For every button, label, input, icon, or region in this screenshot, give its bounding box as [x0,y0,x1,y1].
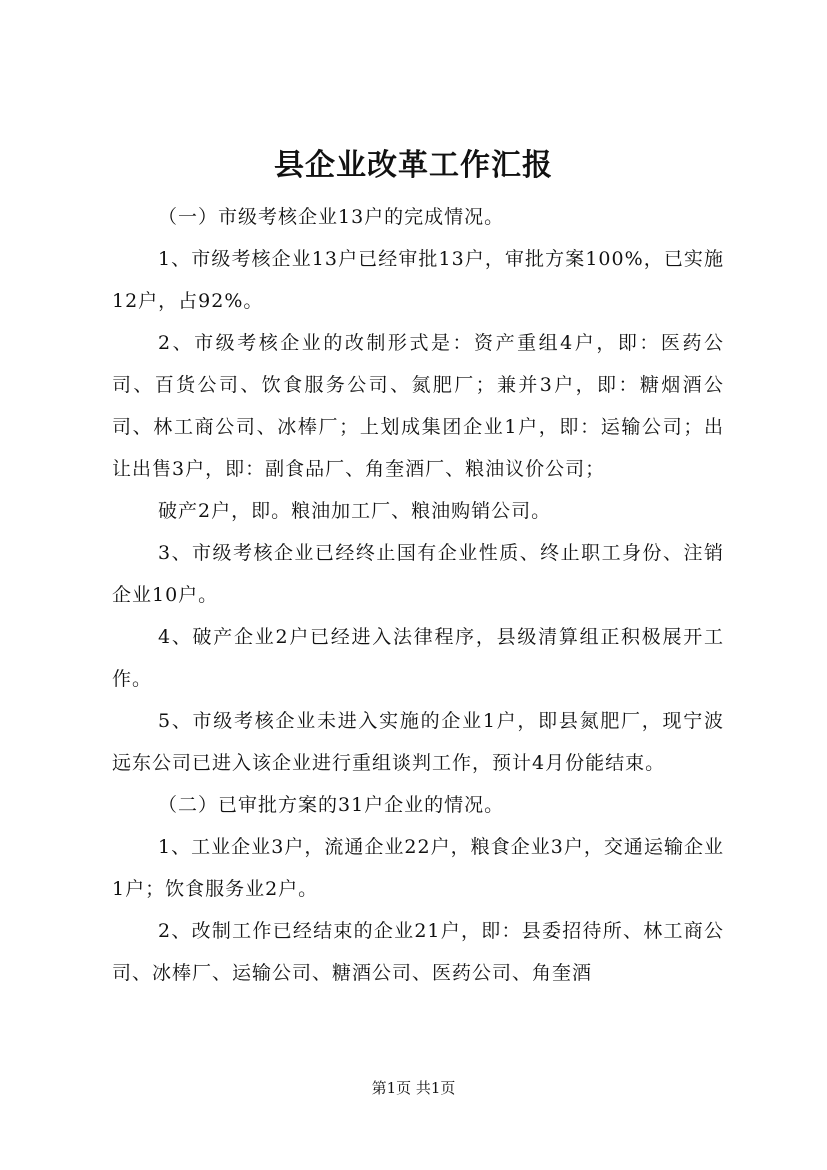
paragraph-2-1: 1、工业企业3户，流通企业22户，粮食企业3户，交通运输企业1户；饮食服务业2户。 [112,836,724,900]
paragraph-1-4: 4、破产企业2户已经进入法律程序，县级清算组正积极展开工作。 [112,626,724,690]
paragraph-1-3: 3、市级考核企业已经终止国有企业性质、终止职工身份、注销企业10户。 [112,542,724,606]
paragraph-2-2: 2、改制工作已经结束的企业21户，即：县委招待所、林工商公司、冰棒厂、运输公司、糖酒公司、医药公司、角奎酒 [112,920,724,984]
paragraph-section-2-heading: （二）已审批方案的31户企业的情况。 [158,794,505,816]
paragraph-1-2: 2、市级考核企业的改制形式是：资产重组4户，即：医药公司、百货公司、饮食服务公司、氮肥厂；兼并3户，即：糖烟酒公司、林工商公司、冰棒厂；上划成集团企业1户，即：运输公司；出让出售3户，即：副食品厂、角奎酒厂、粮油议价公司； [112,332,724,480]
document-body [112,196,724,994]
document-title: 县企业改革工作汇报 [274,148,553,183]
page-number-footer: 第1页 共1页 [371,1079,456,1097]
paragraph-1-2-cont: 破产2户，即。粮油加工厂、粮油购销公司。 [158,500,552,522]
paragraph-1-5: 5、市级考核企业未进入实施的企业1户，即县氮肥厂，现宁波远东公司已进入该企业进行重组谈判工作，预计4月份能结束。 [112,710,724,774]
paragraph-1-1: 1、市级考核企业13户已经审批13户，审批方案100%，已实施12户，占92%。 [112,248,724,312]
paragraph-section-1-heading: （一）市级考核企业13户的完成情况。 [158,206,505,228]
